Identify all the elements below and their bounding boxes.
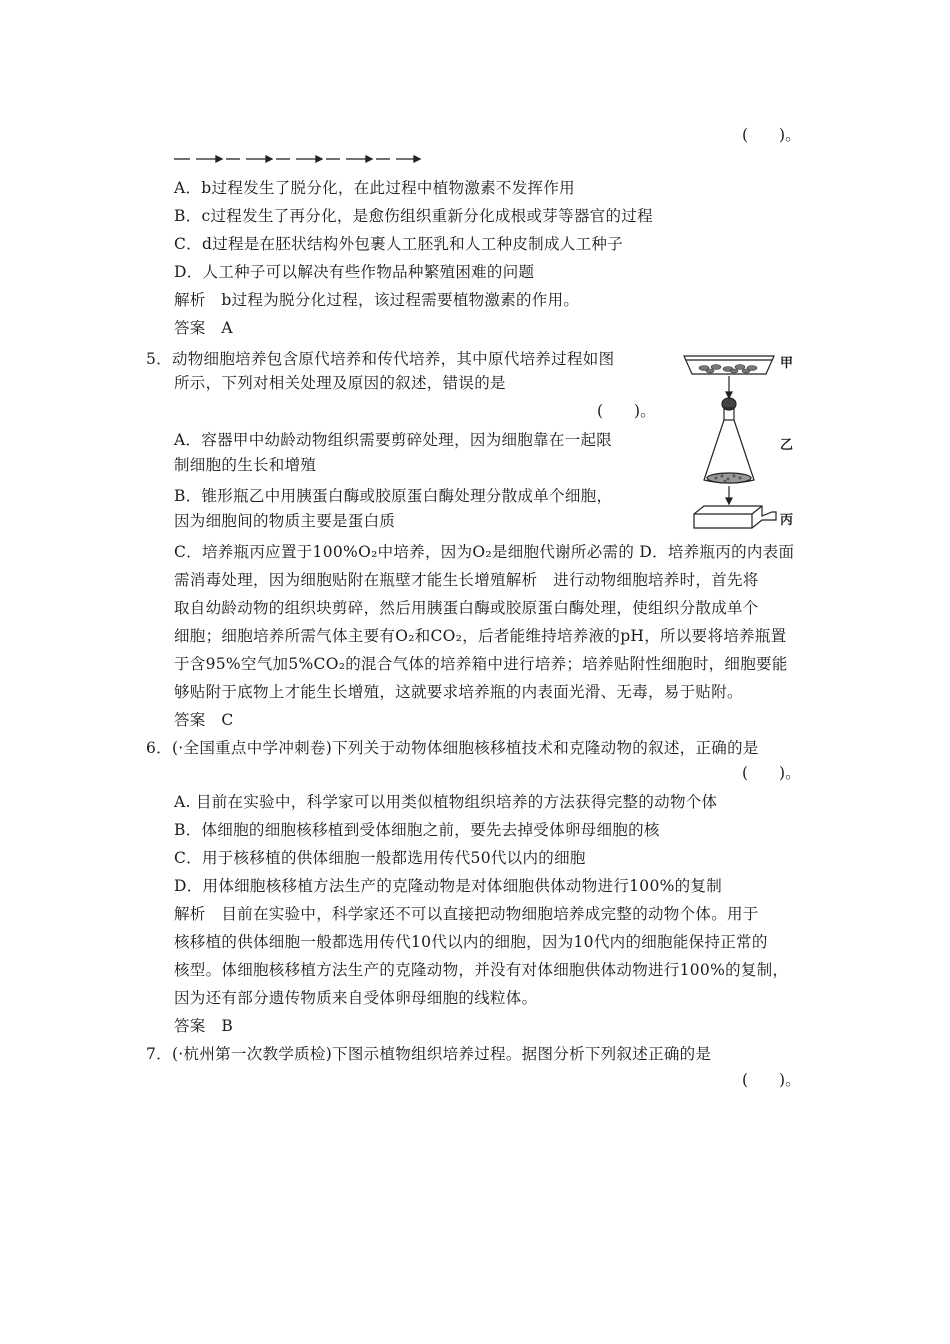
- q5-body-line-4: 细胞；细胞培养所需气体主要有O₂和CO₂，后者能维持培养液的pH，所以要将培养瓶置: [174, 627, 787, 645]
- q6-option-c: C．用于核移植的供体细胞一般都选用传代50代以内的细胞: [174, 849, 586, 867]
- q5-stem-line-2: 所示，下列对相关处理及原因的叙述，错误的是: [174, 374, 506, 392]
- cell-culture-figure: [676, 344, 806, 534]
- q7-stem: 7．(·杭州第一次教学质检)下图示植物组织培养过程。据图分析下列叙述正确的是: [146, 1045, 712, 1063]
- q4-option-b: B．c过程发生了再分化，是愈伤组织重新分化成根或芽等器官的过程: [174, 207, 653, 225]
- q4-option-a: A．b过程发生了脱分化，在此过程中植物激素不发挥作用: [174, 179, 575, 197]
- q6-stem: 6．(·全国重点中学冲刺卷)下列关于动物体细胞核移植技术和克隆动物的叙述，正确的是: [146, 739, 759, 757]
- q5-answer: 答案 C: [174, 711, 234, 729]
- label-jia: 甲: [780, 356, 794, 371]
- q5-body-line-6: 够贴附于底物上才能生长增殖，这就要求培养瓶的内表面光滑、无毒，易于贴附。: [174, 683, 743, 701]
- q5-option-a-line-1: A．容器甲中幼龄动物组织需要剪碎处理，因为细胞靠在一起限: [174, 431, 613, 449]
- process-arrows: [174, 151, 424, 167]
- q7-answer-bracket: ( )。: [742, 1071, 801, 1089]
- q6-analysis-line-1: 解析 目前在实验中，科学家还不可以直接把动物细胞培养成完整的动物个体。用于: [174, 905, 759, 923]
- q5-body-line-5: 于含95%空气加5%CO₂的混合气体的培养箱中进行培养；培养贴附性细胞时，细胞要能: [174, 655, 788, 673]
- q6-answer-bracket: ( )。: [742, 764, 801, 782]
- answer-bracket: ( )。: [742, 126, 801, 144]
- q4-option-c: C．d过程是在胚状结构外包裹人工胚乳和人工种皮制成人工种子: [174, 235, 623, 253]
- q5-body-line-1: C．培养瓶丙应置于100%O₂中培养，因为O₂是细胞代谢所必需的 D．培养瓶丙的内表面: [174, 543, 795, 561]
- q5-option-b-line-2: 因为细胞间的物质主要是蛋白质: [174, 512, 396, 530]
- label-bing: 丙: [780, 513, 794, 528]
- q6-option-d: D．用体细胞核移植方法生产的克隆动物是对体细胞供体动物进行100%的复制: [174, 877, 723, 895]
- q6-analysis-line-4: 因为还有部分遗传物质来自受体卵母细胞的线粒体。: [174, 989, 538, 1007]
- q5-option-a-line-2: 制细胞的生长和增殖: [174, 456, 317, 474]
- q5-body-line-3: 取自幼龄动物的组织块剪碎，然后用胰蛋白酶或胶原蛋白酶处理，使组织分散成单个: [174, 599, 759, 617]
- q6-option-a: A. 目前在实验中，科学家可以用类似植物组织培养的方法获得完整的动物个体: [174, 793, 718, 811]
- q6-answer: 答案 B: [174, 1017, 234, 1035]
- q4-option-d: D．人工种子可以解决有些作物品种繁殖困难的问题: [174, 263, 535, 281]
- q6-analysis-line-3: 核型。体细胞核移植方法生产的克隆动物，并没有对体细胞供体动物进行100%的复制，: [174, 961, 789, 979]
- q5-stem-line-1: 5．动物细胞培养包含原代培养和传代培养，其中原代培养过程如图: [146, 350, 615, 368]
- q6-option-b: B．体细胞的细胞核移植到受体细胞之前，要先去掉受体卵母细胞的核: [174, 821, 660, 839]
- q4-answer: 答案 A: [174, 319, 233, 337]
- label-yi: 乙: [780, 438, 794, 453]
- q5-option-b-line-1: B．锥形瓶乙中用胰蛋白酶或胶原蛋白酶处理分散成单个细胞，: [174, 487, 613, 505]
- q4-analysis: 解析 b过程为脱分化过程，该过程需要植物激素的作用。: [174, 291, 580, 309]
- q5-body-line-2: 需消毒处理，因为细胞贴附在瓶壁才能生长增殖解析 进行动物细胞培养时，首先将: [174, 571, 759, 589]
- q5-answer-bracket: ( )。: [597, 402, 656, 420]
- q6-analysis-line-2: 核移植的供体细胞一般都选用传代10代以内的细胞，因为10代内的细胞能保持正常的: [174, 933, 768, 951]
